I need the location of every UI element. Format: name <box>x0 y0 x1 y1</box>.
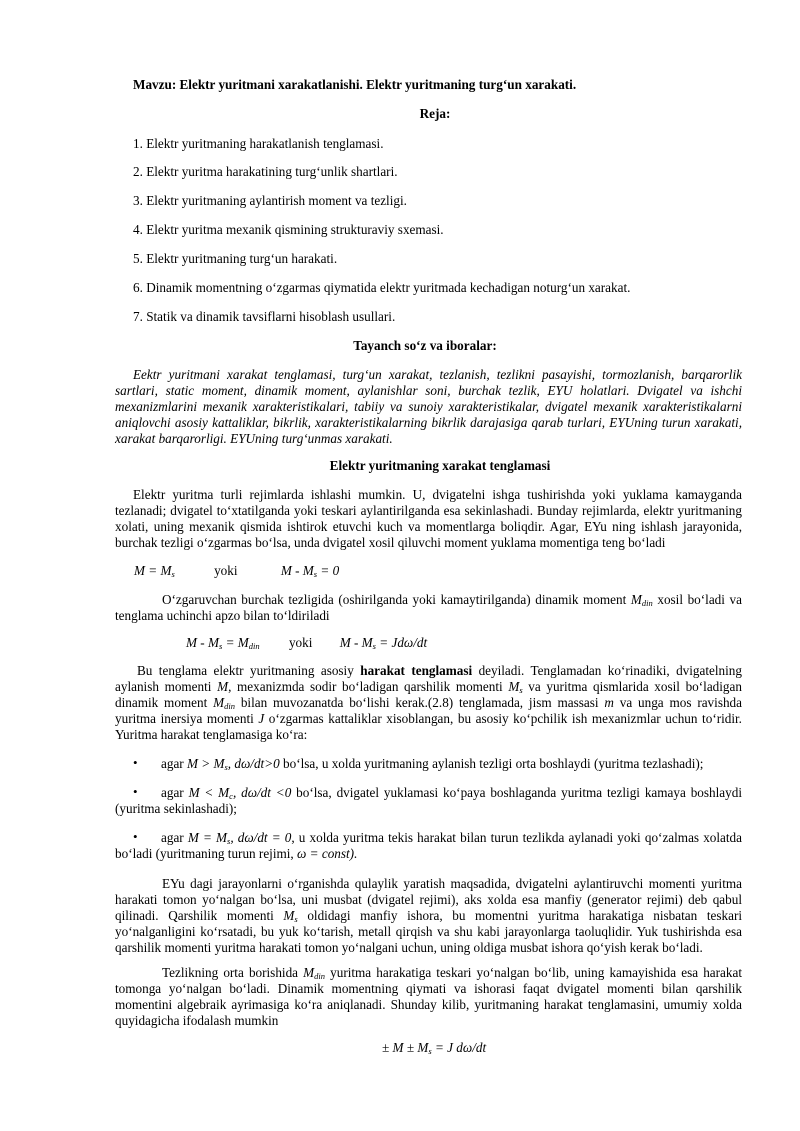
plan-item: 4. Elektr yuritma mexanik qismining strukturaviy sxemasi. <box>133 222 444 237</box>
plan-item: 7. Statik va dinamik tavsiflarni hisoblash usullari. <box>133 309 396 324</box>
bullet-item: agar $M < M_c$, dω/dt <0 bo‘lsa, dvigatel yuklamasi ko‘paya boshlaganda yuritma tezligi kamaya boshlaydi (yuritma sekinlashadi); <box>115 785 742 816</box>
plan-item: 1. Elektr yuritmaning harakatlanish tenglamasi. <box>133 136 384 151</box>
section-heading: Elektr yuritmaning xarakat tenglamasi <box>329 458 551 473</box>
page-title: Mavzu: Elektr yuritmani xarakatlanishi. Elektr yuritmaning turg‘un xarakati. <box>133 77 577 92</box>
paragraph-5: Tezlikning orta borishida $M_{din}$ yuritma harakatiga teskari yo‘nalgan bo‘lib, uning kamayishida esa harakat tomonga yo‘nalgan bo‘ladi. Dinamik momentning qiymati va ishorasi faqat dvigatel momenti bilan qarshilik momentini algebraik ayrimasiga ko‘ra aniqlanadi. Shunday kilib, yuritmaning harakat tenglamasini, umumiy xolda quyidagicha ifodalash mumkin <box>115 965 742 1028</box>
paragraph-2: O‘zgaruvchan burchak tezligida (oshirilganda yoki kamaytirilganda) dinamik moment $M_{din}$ xosil bo‘ladi va tenglama uchinchi apzo bilan to‘ldiriladi <box>115 592 742 623</box>
paragraph-4: EYu dagi jarayonlarni o‘rganishda qulaylik yaratish maqsadida, dvigatelni aylantiruvchi momenti yuritma harakati tomon yo‘nalgan bo‘lsa, uni musbat (dvigatel rejimi), aks xolda esa manfiy (generator rejimi) deb qabul qilinadi. Qarshilik momenti $M_s$ oldidagi manfiy ishora, bu momentni yuritma harakatiga nisbatan teskari yo‘nalganligini ko‘rsatadi, bu yuk ko‘tarish, metall qirqish va shu kabi jarayonlarga taoluqlidir. Yuk tushirishda esa qarshilik momenti yuritma harakati tomon yo‘nalgani uchun, uning oldiga musbat ishora qo‘yish kerak bo‘ladi. <box>115 876 742 955</box>
paragraph-1: Elektr yuritma turli rejimlarda ishlashi mumkin. U, dvigatelni ishga tushirishda yoki yuklama kamayganda tezlanadi; dvigatel to‘xtatilganda yoki teskari aylantirilganda esa sekinlashadi. Bunday rejimlarda, elektr yuritmaning xolati, uning mexanik qismida ishtirok etuvchi kuch va momentlarga boliqdir. Agar, EYu ning ishlash jarayonida, burchak tezligi o‘zgarmas bo‘lsa, unda dvigatel xosil qiluvchi moment yuklama momentiga teng bo‘ladi <box>115 487 742 550</box>
plan-item: 6. Dinamik momentning o‘zgarmas qiymatida elektr yuritmada kechadigan noturg‘un xarakat. <box>133 280 631 295</box>
keywords-heading: Tayanch so‘z va iboralar: <box>353 338 497 353</box>
plan-item: 2. Elektr yuritma harakatining turg‘unlik shartlari. <box>133 164 398 179</box>
plan-item: 3. Elektr yuritmaning aylantirish moment va tezligi. <box>133 193 407 208</box>
equation-2: $M - M_s = M_{din}$ yoki $M - M_s = Jd\omega/dt$ <box>186 635 428 651</box>
bullet-item: agar $M = M_s$, dω/dt = 0, u xolda yuritma tekis harakat bilan turun tezlikda aylanadi yoki qo‘zalmas xolatda bo‘ladi (yuritmaning turun rejimi, ω = const). <box>115 830 743 861</box>
bullet-icon: • <box>133 784 138 799</box>
paragraph-3: Bu tenglama elektr yuritmaning asosiy harakat tenglamasi deyiladi. Tenglamadan ko‘rinadiki, dvigatelning aylanish momenti M, mexanizmda sodir bo‘ladigan qarshilik momenti $M_s$ va yuritma qismlarida xosil bo‘ladigan dinamik moment $M_{din}$ bilan muvozanatda bo‘lishi kerak.(2.8) tenglamada, jism massasi m va unga mos ravishda yuritma inersiya momenti J o‘zgarmas kattaliklar xisoblangan, bu asosiy ko‘pchilik ish mexanizmlar uchun to‘ridir. Yuritma harakat tenglamasiga ko‘ra: <box>115 663 742 742</box>
bullet-icon: • <box>133 829 138 844</box>
bullet-item: agar $M > M_s$, dω/dt>0 bo‘lsa, u xolda yuritmaning aylanish tezligi orta boshlaydi (yuritma tezlashadi); <box>161 756 704 772</box>
keywords-text: Eektr yuritmani xarakat tenglamasi, turg‘un xarakat, tezlanish, tezlikni pasayishi, tormozlanish, barqarorlik sartlari, static moment, dinamik moment, aylanishlar soni, burchak tezlik, EYU holatlari. Dvigatel va ishchi mexanizmlarini mexanik xarakteristikalari, tabiiy va sunoiy xarakteristikalar, dvigatel mexanik xarakteristikalarni aniqlovchi asosiy kattaliklar, bikrlik, xarakteristikalarning bikrlik darajasiga qarab turlari, EYUning turun xarakati, xarakat barqarorligi. EYUning turg‘unmas xarakati. <box>115 367 742 446</box>
equation-final: ± $M \pm M_s = J$ dω/dt <box>382 1040 487 1056</box>
bullet-icon: • <box>133 755 138 770</box>
plan-item: 5. Elektr yuritmaning turg‘un harakati. <box>133 251 338 266</box>
plan-heading: Reja: <box>419 106 451 121</box>
equation-1: $M = M_s$ yoki $M - M_s = 0$ <box>134 563 340 579</box>
